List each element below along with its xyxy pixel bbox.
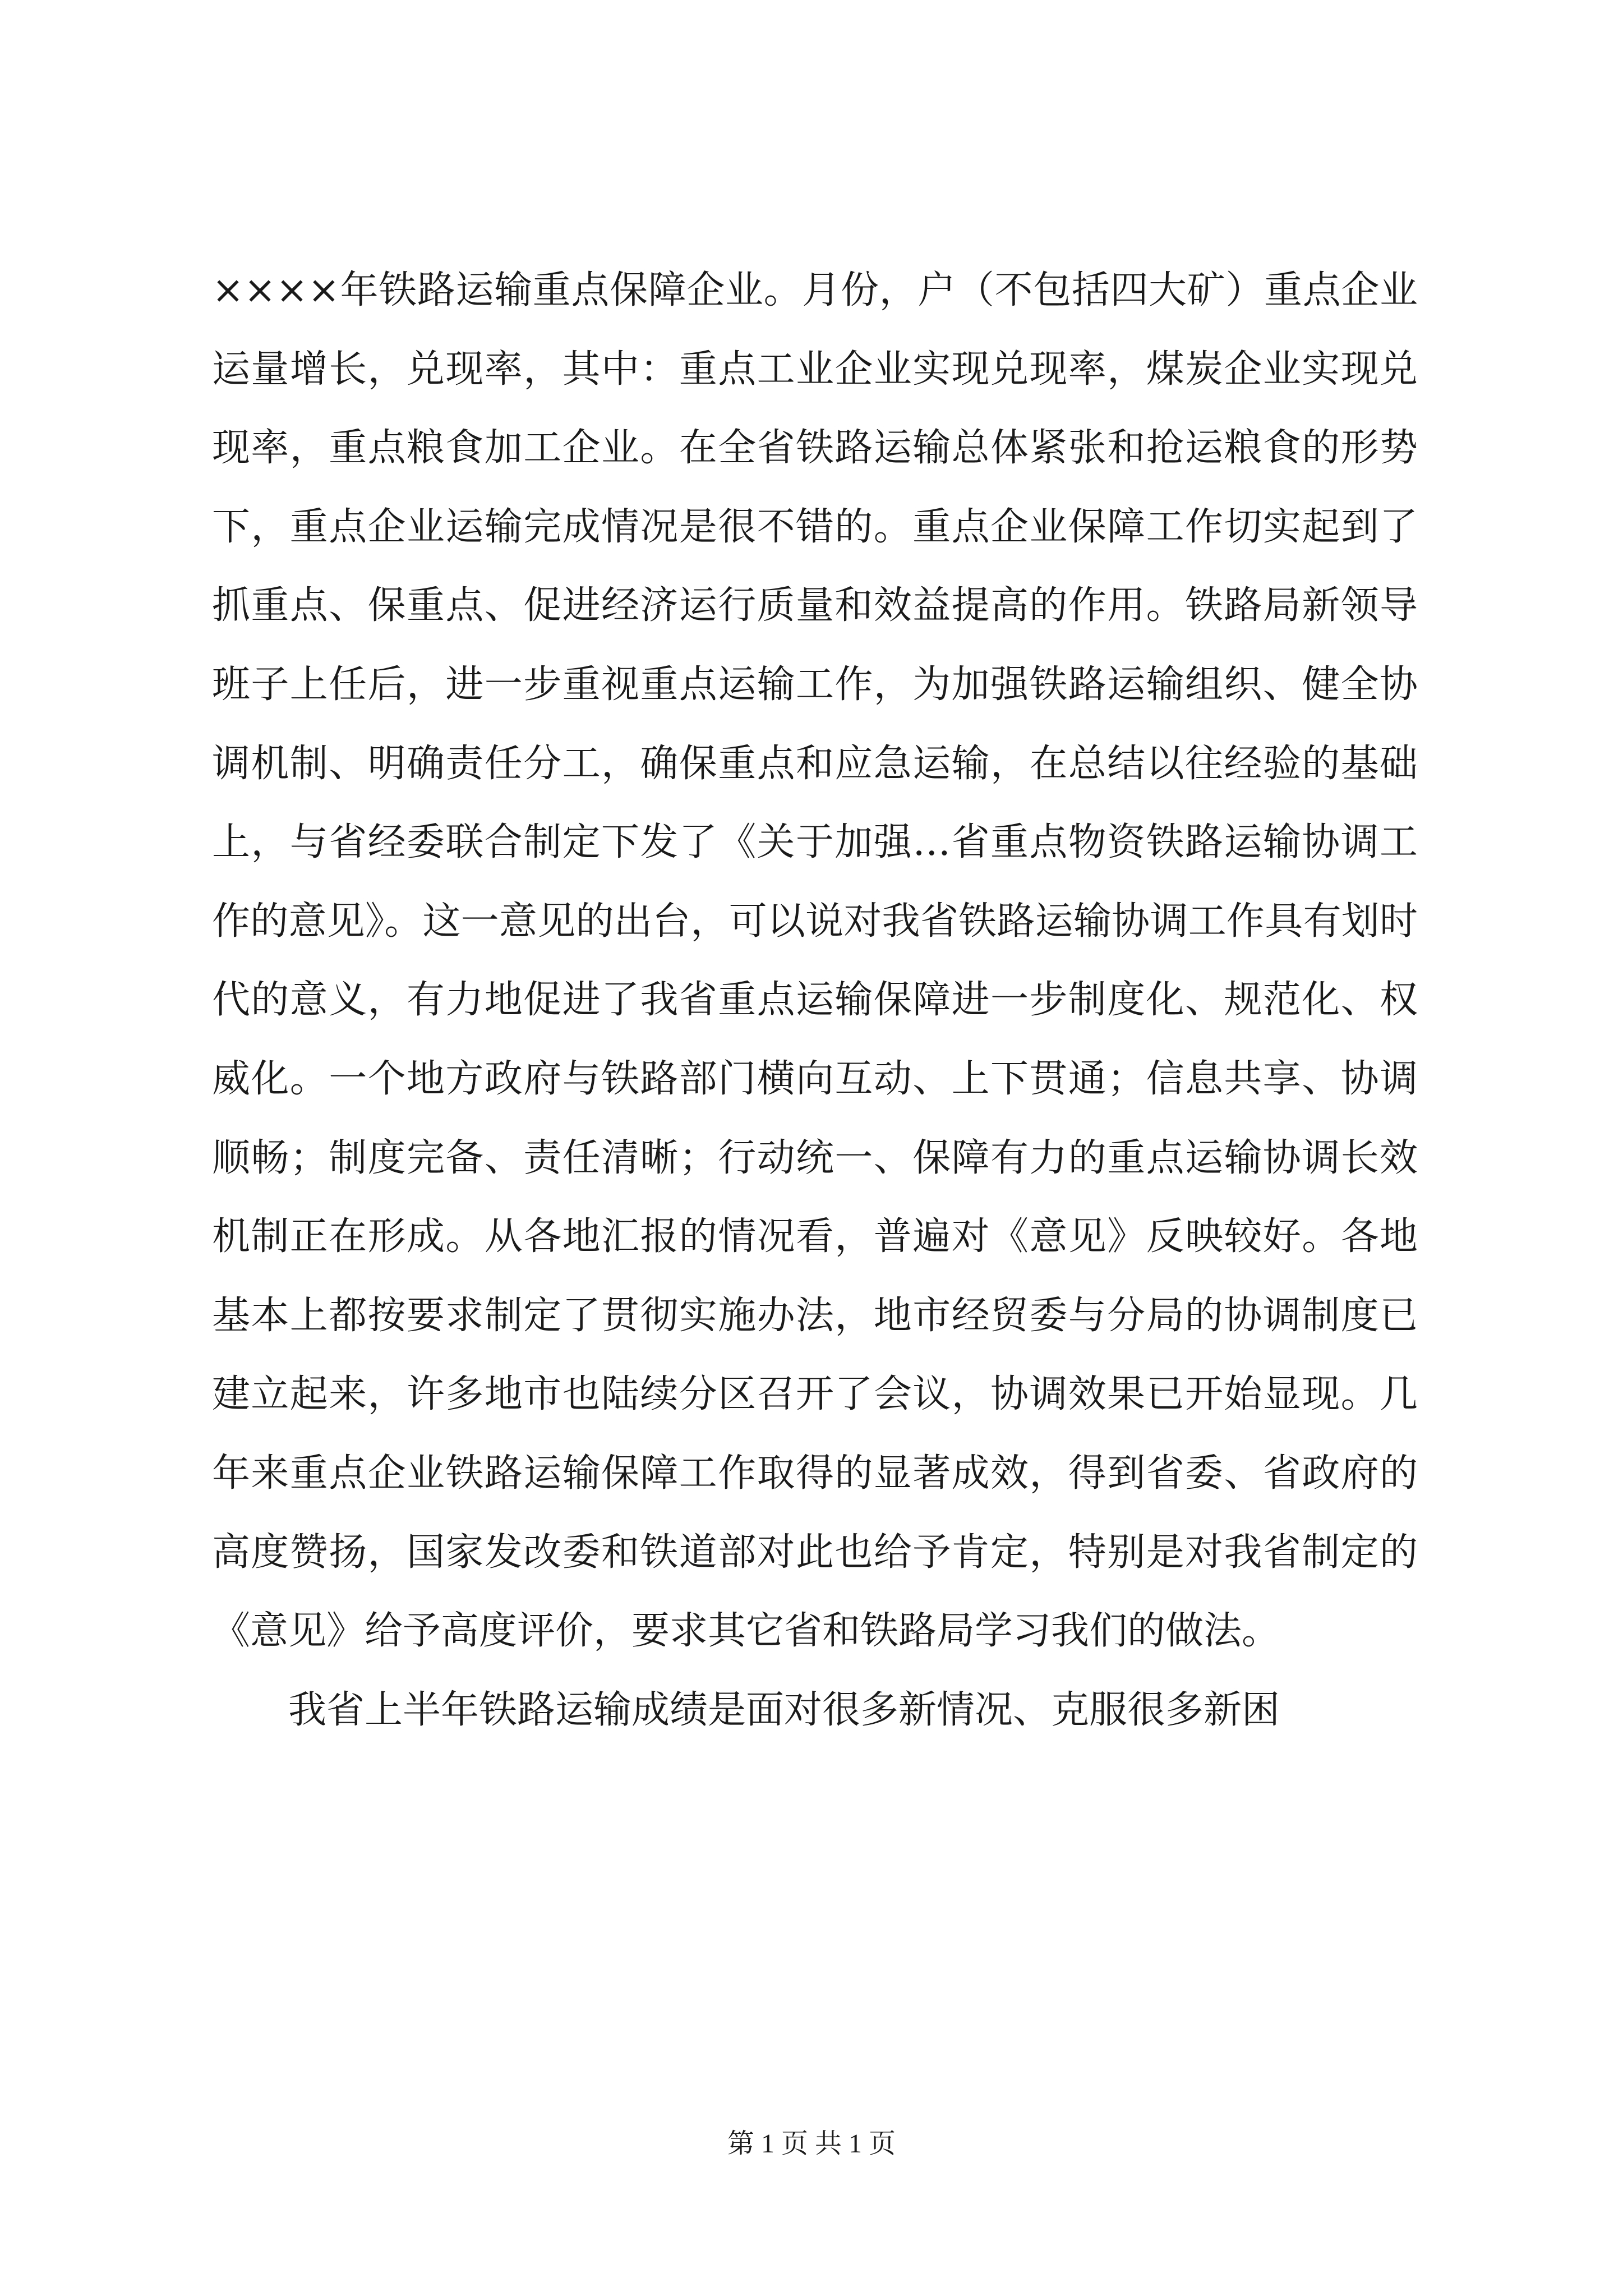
paragraph-2: 我省上半年铁路运输成绩是面对很多新情况、克服很多新困: [288, 1687, 1280, 1732]
paragraph-1: ××××年铁路运输重点保障企业。月份，户（不包括四大矿）重点企业运量增长，兑现率，其中：重点工业企业实现兑现率，煤炭企业实现兑现率，重点粮食加工企业。在全省铁路运输总体紧张和抢运粮食的形势下，重点企业运输完成情况是很不错的。重点企业保障工作切实起到了抓重点、保重点、促进经济运行质量和效益提高的作用。铁路局新领导班子上任后，进一步重视重点运输工作，为加强铁路运输组织、健全协调机制、明确责任分工，确保重点和应急运输，在总结以往经验的基础上，与省经委联合制定下发了《关于加强…省重点物资铁路运输协调工作的意见》。这一意见的出台，可以说对我省铁路运输协调工作具有划时代的意义，有力地促进了我省重点运输保障进一步制度化、规范化、权威化。一个地方政府与铁路部门横向互动、上下贯通；信息共享、协调顺畅；制度完备、责任清晰；行动统一、保障有力的重点运输协调长效机制正在形成。从各地汇报的情况看，普遍对《意见》反映较好。各地基本上都按要求制定了贯彻实施办法，地市经贸委与分局的协调制度已建立起来，许多地市也陆续分区召开了会议，协调效果已开始显现。几年来重点企业铁路运输保障工作取得的显著成效，得到省委、省政府的高度赞扬，国家发改委和铁道部对此也给予肯定，特别是对我省制定的《意见》给予高度评价，要求其它省和铁路局学习我们的做法。: [212, 268, 1418, 1654]
page-footer: 第 1 页 共 1 页: [727, 2129, 896, 2159]
document-body: [212, 251, 1418, 1750]
